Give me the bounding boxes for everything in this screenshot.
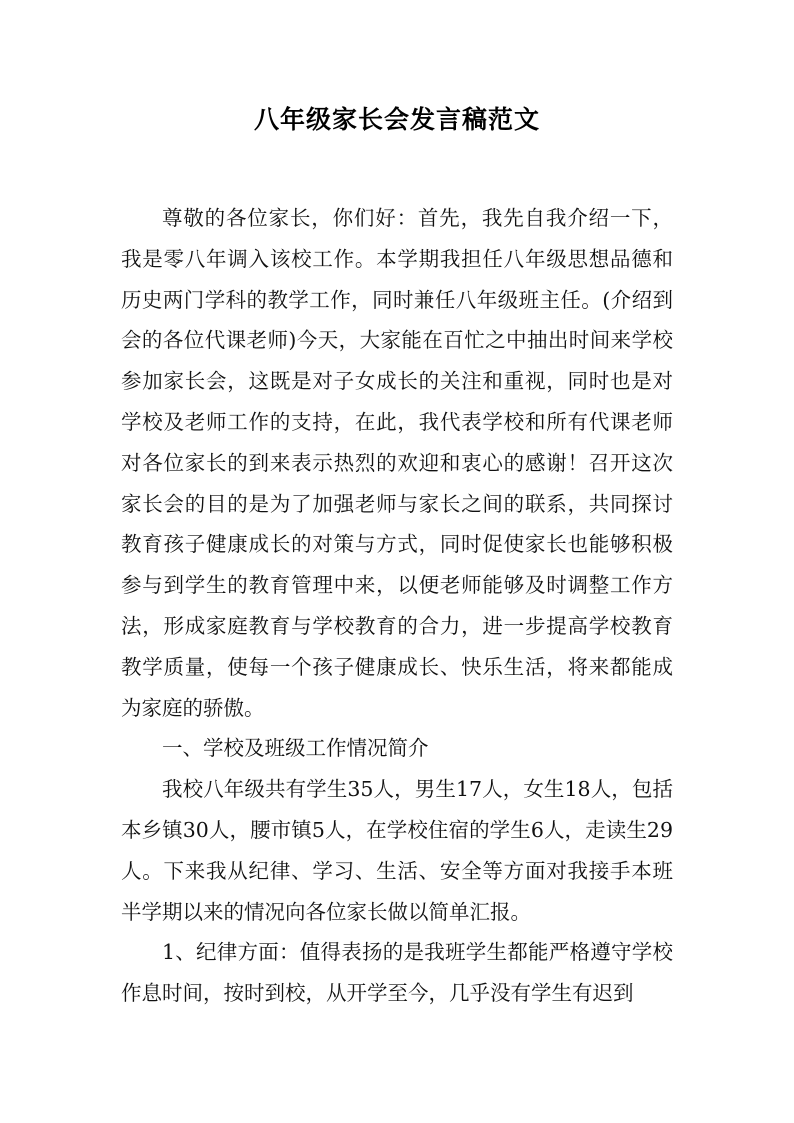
document-title: 八年级家长会发言稿范文 xyxy=(253,105,540,134)
paragraph-discipline: 1、纪律方面：值得表扬的是我班学生都能严格遵守学校作息时间，按时到校，从开学至今，几乎没有学生有迟到 xyxy=(121,940,673,1006)
paragraph-class-overview: 我校八年级共有学生35人，男生17人，女生18人，包括本乡镇30人，腰市镇5人，在学校住宿的学生6人，走读生29人。下来我从纪律、学习、生活、安全等方面对我接手本班半学期以来的情况向各位家长做以简单汇报。 xyxy=(121,777,673,924)
paragraph-greeting: 尊敬的各位家长，你们好：首先，我先自我介绍一下，我是零八年调入该校工作。本学期我担任八年级思想品德和历史两门学科的教学工作，同时兼任八年级班主任。(介绍到会的各位代课老师)今天，大家能在百忙之中抽出时间来学校参加家长会，这既是对子女成长的关注和重视，同时也是对学校及老师工作的支持，在此，我代表学校和所有代课老师对各位家长的到来表示热烈的欢迎和衷心的感谢！召开这次家长会的目的是为了加强老师与家长之间的联系，共同探讨教育孩子健康成长的对策与方式，同时促使家长也能够积极参与到学生的教育管理中来，以便老师能够及时调整工作方法，形成家庭教育与学校教育的合力，进一步提高学校教育教学质量，使每一个孩子健康成长、快乐生活，将来都能成为家庭的骄傲。 xyxy=(121,206,673,720)
document-body xyxy=(121,198,673,1014)
section-heading: 一、学校及班级工作情况简介 xyxy=(162,736,429,761)
